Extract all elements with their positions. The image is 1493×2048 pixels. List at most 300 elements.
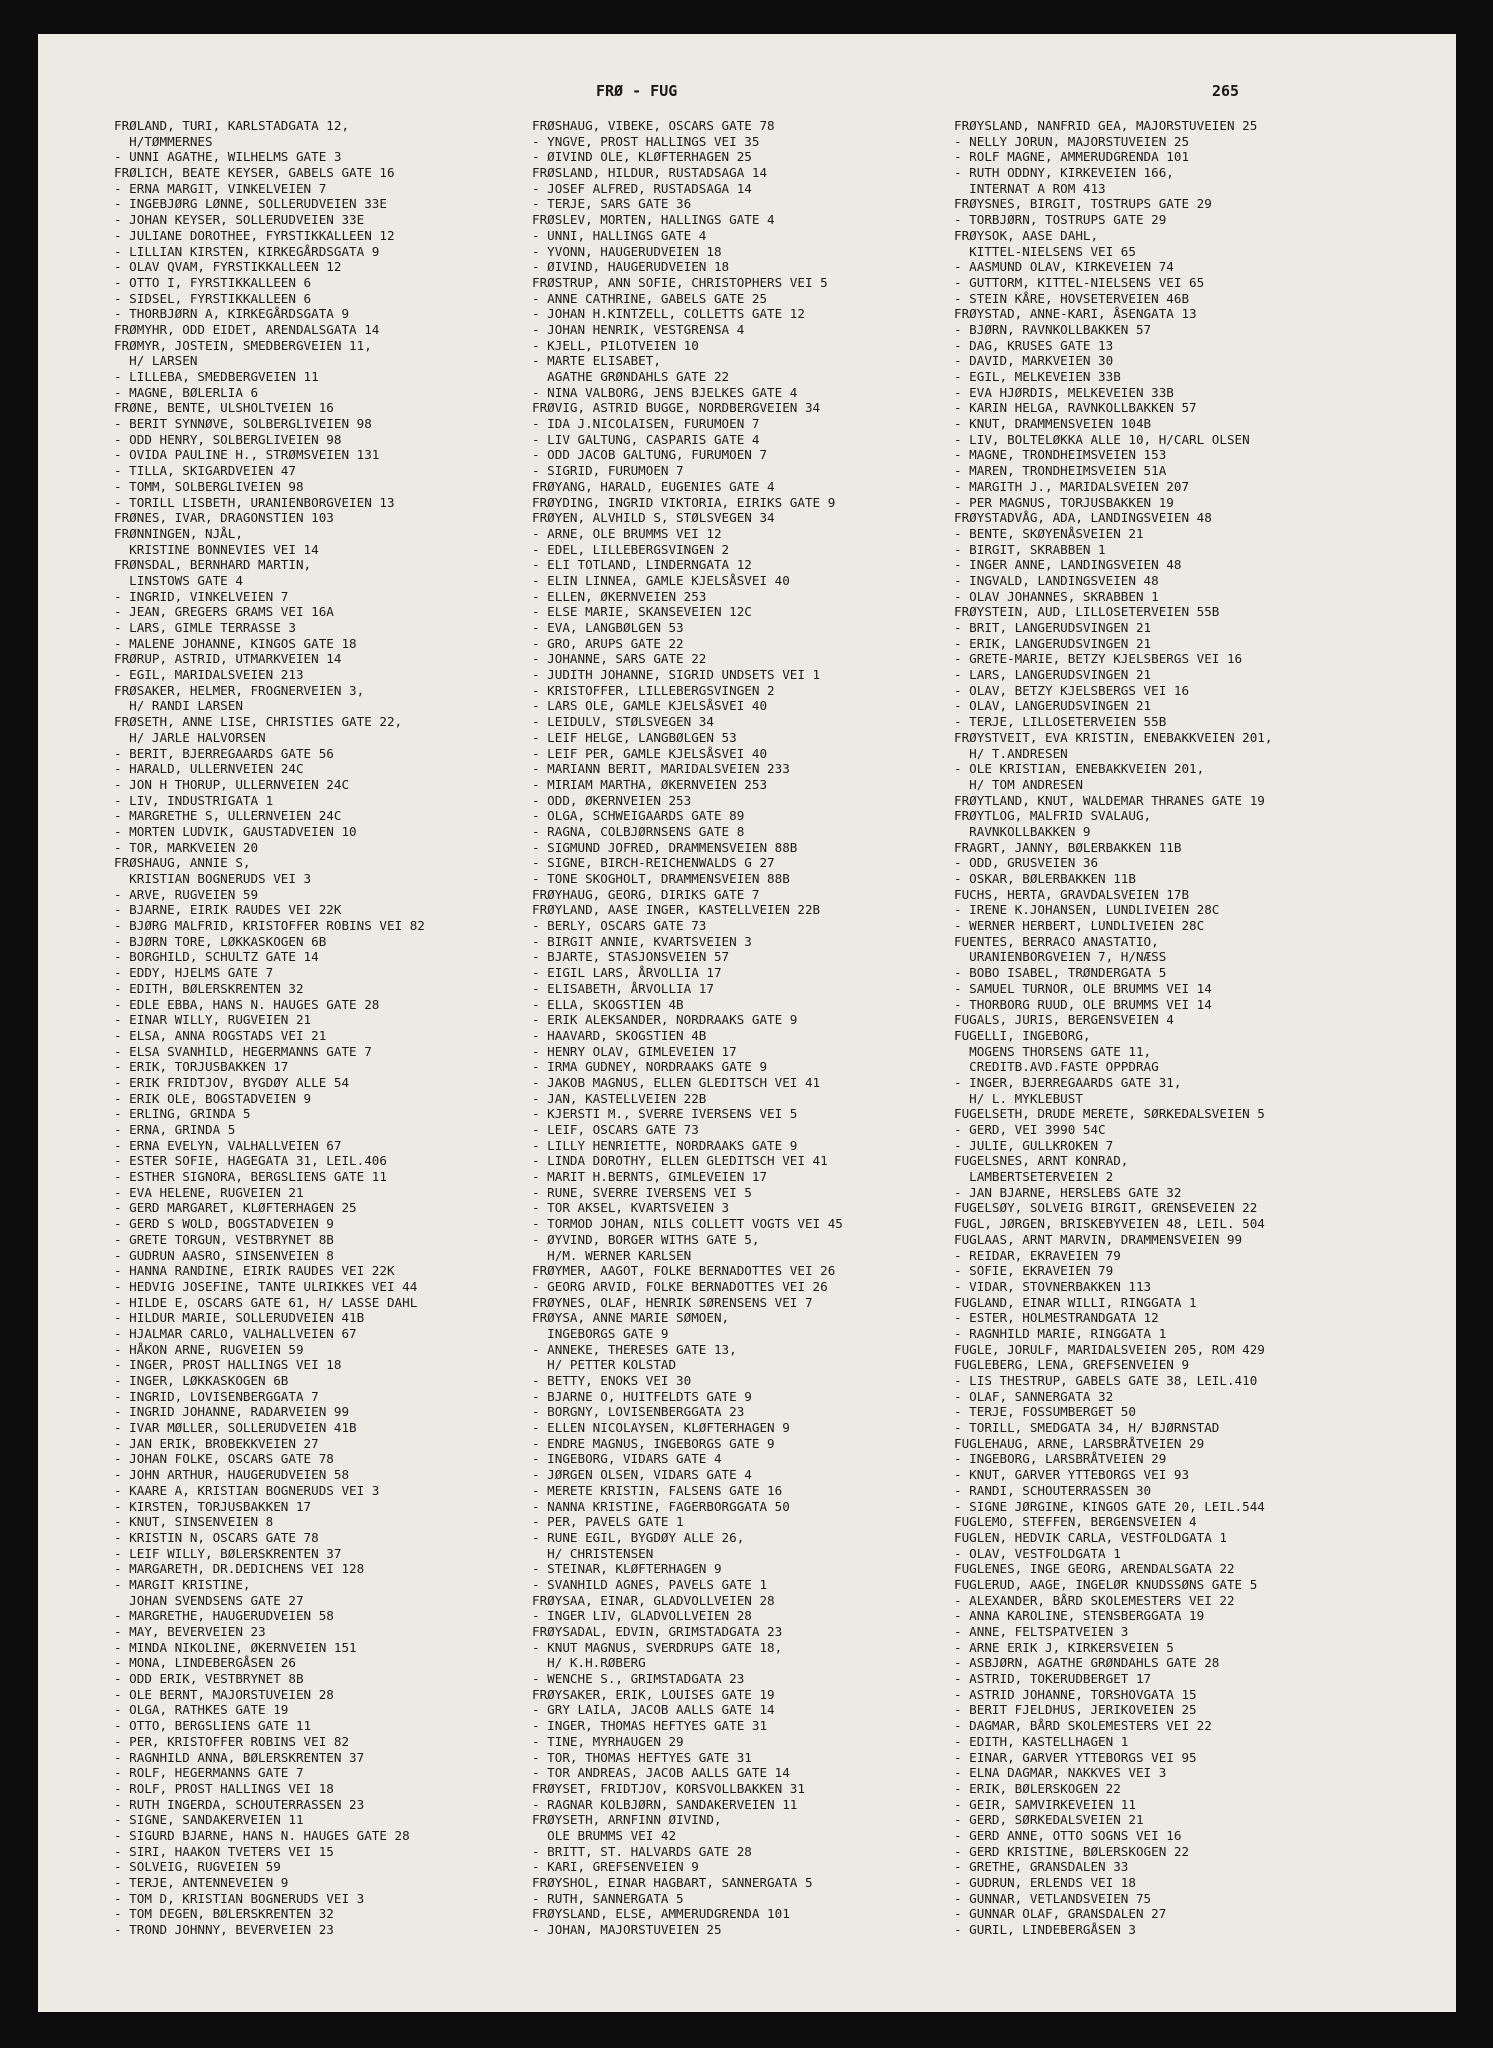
directory-entry-line: - GUTTORM, KITTEL-NIELSENS VEI 65	[954, 274, 1205, 290]
directory-entry-line: FRØYSAKER, ERIK, LOUISES GATE 19	[532, 1686, 775, 1702]
directory-entry-line: FRØRUP, ASTRID, UTMARKVEIEN 14	[114, 651, 342, 667]
directory-entry-line: - STEINAR, KLØFTERHAGEN 9	[532, 1561, 722, 1577]
directory-entry-line: - TOR AKSEL, KVARTSVEIEN 3	[532, 1200, 730, 1216]
directory-entry-line: - RUTH ODDNY, KIRKEVEIEN 166,	[954, 165, 1174, 181]
directory-entry-line: - HARALD, ULLERNVEIEN 24C	[114, 761, 304, 777]
directory-entry-line: - TOR, THOMAS HEFTYES GATE 31	[532, 1749, 752, 1765]
directory-entry-line: - REIDAR, EKRAVEIEN 79	[954, 1247, 1121, 1263]
directory-entry-line: FRØYSHOL, EINAR HAGBART, SANNERGATA 5	[532, 1875, 813, 1890]
directory-entry-line: - JØRGEN OLSEN, VIDARS GATE 4	[532, 1467, 752, 1483]
directory-entry-line: - SIGNE, SANDAKERVEIEN 11	[114, 1812, 304, 1828]
directory-entry-line: - ENDRE MAGNUS, INGEBORGS GATE 9	[532, 1435, 775, 1451]
directory-entry-line: - JON H THORUP, ULLERNVEIEN 24C	[114, 776, 350, 792]
directory-entry-line: - GRETHE, GRANSDALEN 33	[954, 1859, 1129, 1875]
directory-entry-line: - TERJE, SARS GATE 36	[532, 196, 692, 212]
directory-entry-line: - ERNA EVELYN, VALHALLVEIEN 67	[114, 1137, 342, 1153]
directory-entry-line: - INGRID JOHANNE, RADARVEIEN 99	[114, 1404, 350, 1420]
directory-entry-line: - TERJE, FOSSUMBERGET 50	[954, 1404, 1136, 1420]
directory-entry-line: LAMBERTSETERVEIEN 2	[954, 1169, 1114, 1185]
directory-entry-line: - GRY LAILA, JACOB AALLS GATE 14	[532, 1702, 775, 1718]
directory-entry-line: - HAAVARD, SKOGSTIEN 4B	[532, 1027, 707, 1043]
directory-entry-line: - INGEBJØRG LØNNE, SOLLERUDVEIEN 33E	[114, 196, 387, 212]
directory-entry-line: - TILLA, SKIGARDVEIEN 47	[114, 463, 296, 479]
directory-entry-line: - LARS, GIMLE TERRASSE 3	[114, 620, 296, 635]
directory-entry-line: FRØMYR, JOSTEIN, SMEDBERGVEIEN 11,	[114, 337, 372, 353]
directory-entry-line: FRØYSTVEIT, EVA KRISTIN, ENEBAKKVEIEN 201,	[954, 729, 1273, 745]
directory-entry-line: - SIGNE JØRGINE, KINGOS GATE 20, LEIL.544	[954, 1498, 1265, 1514]
directory-entry-line: - OLAV, VESTFOLDGATA 1	[954, 1545, 1121, 1561]
directory-entry-line: - ANNE CATHRINE, GABELS GATE 25	[532, 290, 768, 306]
directory-entry-line: - STEIN KÅRE, HOVSETERVEIEN 46B	[954, 290, 1190, 306]
directory-entry-line: - LEIF WILLY, BØLERSKRENTEN 37	[114, 1545, 342, 1561]
directory-entry-line: FUGLENES, INGE GEORG, ARENDALSGATA 22	[954, 1561, 1235, 1577]
directory-entry-line: - LILLY HENRIETTE, NORDRAAKS GATE 9	[532, 1137, 798, 1153]
directory-entry-line: FRØSTRUP, ANN SOFIE, CHRISTOPHERS VEI 5	[532, 274, 828, 290]
directory-entry-line: - BJØRG MALFRID, KRISTOFFER ROBINS VEI 82	[114, 918, 425, 934]
directory-entry-line: - LEIF, OSCARS GATE 73	[532, 1122, 699, 1137]
directory-entry-line: - JULIE, GULLKROKEN 7	[954, 1137, 1114, 1153]
directory-entry-line: - MERETE KRISTIN, FALSENS GATE 16	[532, 1482, 783, 1498]
directory-entry-line: - TERJE, LILLOSETERVEIEN 55B	[954, 714, 1167, 730]
directory-entry-line: - NANNA KRISTINE, FAGERBORGGATA 50	[532, 1498, 790, 1514]
directory-entry-line: - OVIDA PAULINE H., STRØMSVEIEN 131	[114, 447, 380, 463]
directory-entry-line: FRØLICH, BEATE KEYSER, GABELS GATE 16	[114, 165, 395, 181]
directory-entry-line: - RUTH, SANNERGATA 5	[532, 1890, 684, 1906]
directory-entry-line: - BOBO ISABEL, TRØNDERGATA 5	[954, 965, 1167, 981]
directory-entry-line: KRISTIAN BOGNERUDS VEI 3	[114, 871, 312, 886]
directory-entry-line: - TROND JOHNNY, BEVERVEIEN 23	[114, 1922, 334, 1938]
directory-entry-line: KITTEL-NIELSENS VEI 65	[954, 243, 1136, 259]
directory-entry-line: MOGENS THORSENS GATE 11,	[954, 1043, 1152, 1059]
directory-entry-line: - OLE KRISTIAN, ENEBAKKVEIEN 201,	[954, 761, 1205, 777]
directory-entry-line: - ELSA SVANHILD, HEGERMANNS GATE 7	[114, 1043, 372, 1059]
directory-entry-line: FUGELSETH, DRUDE MERETE, SØRKEDALSVEIEN 5	[954, 1106, 1265, 1122]
directory-entry-line: - INGVALD, LANDINGSVEIEN 48	[954, 572, 1159, 588]
directory-entry-line: - LEIDULV, STØLSVEGEN 34	[532, 714, 714, 730]
directory-entry-line: - EVA HELENE, RUGVEIEN 21	[114, 1184, 304, 1200]
directory-entry-line: - HILDE E, OSCARS GATE 61, H/ LASSE DAHL	[114, 1294, 418, 1310]
page-number: 265	[1212, 82, 1240, 100]
directory-entry-line: FRØSHAUG, ANNIE S,	[114, 855, 251, 871]
directory-entry-line: FUENTES, BERRACO ANASTATIO,	[954, 933, 1159, 949]
directory-entry-line: FUCHS, HERTA, GRAVDALSVEIEN 17B	[954, 886, 1190, 902]
directory-entry-line: - KNUT MAGNUS, SVERDRUPS GATE 18,	[532, 1639, 783, 1655]
directory-entry-line: - GUNNAR, VETLANDSVEIEN 75	[954, 1890, 1152, 1906]
directory-entry-line: - THORBORG RUUD, OLE BRUMMS VEI 14	[954, 996, 1212, 1012]
directory-entry-line: - WENCHE S., GRIMSTADGATA 23	[532, 1671, 745, 1687]
directory-entry-line: FUGL, JØRGEN, BRISKEBYVEIEN 48, LEIL. 504	[954, 1216, 1265, 1232]
directory-entry-line: - MAREN, TRONDHEIMSVEIEN 51A	[954, 463, 1167, 479]
directory-entry-line: - NELLY JORUN, MAJORSTUVEIEN 25	[954, 133, 1190, 149]
directory-entry-line: - TOR ANDREAS, JACOB AALLS GATE 14	[532, 1765, 790, 1781]
directory-entry-line: H/TØMMERNES	[114, 133, 213, 149]
directory-entry-line: - NINA VALBORG, JENS BJELKES GATE 4	[532, 384, 798, 400]
directory-entry-line: - MALENE JOHANNE, KINGOS GATE 18	[114, 635, 357, 651]
directory-entry-line: FRØMYHR, ODD EIDET, ARENDALSGATA 14	[114, 321, 380, 337]
directory-entry-line: - BORGNY, LOVISENBERGGATA 23	[532, 1404, 745, 1420]
directory-entry-line: - ARNE, OLE BRUMMS VEI 12	[532, 525, 722, 541]
directory-entry-line: - RAGNHILD ANNA, BØLERSKRENTEN 37	[114, 1749, 365, 1765]
directory-entry-line: - THORBJØRN A, KIRKEGÅRDSGATA 9	[114, 306, 350, 322]
directory-entry-line: - GERD MARGARET, KLØFTERHAGEN 25	[114, 1200, 357, 1216]
directory-entry-line: - JEAN, GREGERS GRAMS VEI 16A	[114, 604, 334, 620]
directory-entry-line: - LEIF HELGE, LANGBØLGEN 53	[532, 729, 737, 745]
directory-entry-line: - PER MAGNUS, TORJUSBAKKEN 19	[954, 494, 1174, 510]
directory-entry-line: - OLAV, BETZY KJELSBERGS VEI 16	[954, 682, 1190, 698]
directory-entry-line: - OLAV QVAM, FYRSTIKKALLEEN 12	[114, 259, 342, 275]
directory-entry-line: - YVONN, HAUGERUDVEIEN 18	[532, 243, 722, 259]
directory-entry-line: - KRISTIN N, OSCARS GATE 78	[114, 1529, 319, 1545]
directory-entry-line: - MARGITH J., MARIDALSVEIEN 207	[954, 478, 1190, 494]
directory-entry-line: - JAN ERIK, BROBEKKVEIEN 27	[114, 1435, 319, 1451]
directory-entry-line: - SIGURD BJARNE, HANS N. HAUGES GATE 28	[114, 1827, 410, 1843]
directory-entry-line: - KNUT, SINSENVEIEN 8	[114, 1514, 274, 1530]
directory-entry-line: INGEBORGS GATE 9	[532, 1325, 669, 1341]
directory-entry-line: - ELIN LINNEA, GAMLE KJELSÅSVEI 40	[532, 572, 790, 588]
directory-entry-line: H/ JARLE HALVORSEN	[114, 729, 266, 745]
directory-entry-line: - OLE BERNT, MAJORSTUVEIEN 28	[114, 1686, 334, 1702]
directory-entry-line: - OLAV JOHANNES, SKRABBEN 1	[954, 588, 1159, 604]
directory-entry-line: FRØSETH, ANNE LISE, CHRISTIES GATE 22,	[114, 714, 403, 730]
directory-entry-line: - ASBJØRN, AGATHE GRØNDAHLS GATE 28	[954, 1655, 1220, 1671]
directory-entry-line: - SAMUEL TURNOR, OLE BRUMMS VEI 14	[954, 980, 1212, 996]
directory-entry-line: - ERLING, GRINDA 5	[114, 1106, 251, 1122]
directory-entry-line: FRØSAKER, HELMER, FROGNERVEIEN 3,	[114, 682, 365, 698]
directory-entry-line: - EDITH, BØLERSKRENTEN 32	[114, 980, 304, 996]
directory-entry-line: - INGRID, VINKELVEIEN 7	[114, 588, 289, 604]
directory-entry-line: OLE BRUMMS VEI 42	[532, 1827, 677, 1843]
directory-entry-line: FUGELSØY, SOLVEIG BIRGIT, GRENSEVEIEN 22	[954, 1200, 1258, 1216]
directory-entry-line: - ALEXANDER, BÅRD SKOLEMESTERS VEI 22	[954, 1592, 1235, 1608]
directory-entry-line: - GERD, SØRKEDALSVEIEN 21	[954, 1812, 1144, 1828]
directory-entry-line: FRØYDING, INGRID VIKTORIA, EIRIKS GATE 9	[532, 494, 836, 510]
directory-entry-line: - EINAR, GARVER YTTEBORGS VEI 95	[954, 1749, 1197, 1765]
directory-entry-line: - KARIN HELGA, RAVNKOLLBAKKEN 57	[954, 400, 1197, 416]
directory-entry-line: FRØVIG, ASTRID BUGGE, NORDBERGVEIEN 34	[532, 400, 821, 416]
directory-entry-line: H/ K.H.RØBERG	[532, 1655, 646, 1671]
directory-entry-line: - IRENE K.JOHANSEN, LUNDLIVEIEN 28C	[954, 902, 1220, 918]
directory-entry-line: - BIRGIT, SKRABBEN 1	[954, 541, 1106, 557]
directory-entry-line: - BJØRN TORE, LØKKASKOGEN 6B	[114, 933, 327, 949]
directory-entry-line: - ØYVIND, BORGER WITHS GATE 5,	[532, 1231, 760, 1247]
directory-entry-line: - RUTH INGERDA, SCHOUTERRASSEN 23	[114, 1796, 365, 1812]
directory-entry-line: - BERIT FJELDHUS, JERIKOVEIEN 25	[954, 1702, 1197, 1718]
directory-entry-line: - HÅKON ARNE, RUGVEIEN 59	[114, 1341, 304, 1357]
directory-entry-line: - MARGARETH, DR.DEDICHENS VEI 128	[114, 1561, 365, 1577]
directory-entry-line: - MAGNE, BØLERLIA 6	[114, 384, 259, 400]
directory-entry-line: - ESTHER SIGNORA, BERGSLIENS GATE 11	[114, 1169, 387, 1185]
directory-entry-line: H/ RANDI LARSEN	[114, 698, 243, 714]
directory-entry-line: FRØYSNES, BIRGIT, TOSTRUPS GATE 29	[954, 196, 1212, 212]
directory-entry-line: - BJARNE, EIRIK RAUDES VEI 22K	[114, 902, 342, 918]
directory-entry-line: AGATHE GRØNDAHLS GATE 22	[532, 369, 730, 384]
directory-entry-line: - KJELL, PILOTVEIEN 10	[532, 337, 699, 353]
directory-entry-line: FRØYEN, ALVHILD S, STØLSVEGEN 34	[532, 510, 775, 526]
directory-entry-line: H/ CHRISTENSEN	[532, 1545, 654, 1561]
directory-entry-line: FUGLEHAUG, ARNE, LARSBRÅTVEIEN 29	[954, 1435, 1205, 1451]
directory-entry-line: - BRITT, ST. HALVARDS GATE 28	[532, 1843, 752, 1859]
directory-entry-line: - TONE SKOGHOLT, DRAMMENSVEIEN 88B	[532, 871, 790, 886]
directory-entry-line: - EDDY, HJELMS GATE 7	[114, 965, 274, 981]
directory-entry-line: - UNNI, HALLINGS GATE 4	[532, 227, 707, 243]
directory-entry-line: - HENRY OLAV, GIMLEVEIEN 17	[532, 1043, 737, 1059]
directory-entry-line: - ROLF, HEGERMANNS GATE 7	[114, 1765, 304, 1781]
directory-entry-line: FUGLAND, EINAR WILLI, RINGGATA 1	[954, 1294, 1197, 1310]
directory-entry-line: - LIV GALTUNG, CASPARIS GATE 4	[532, 431, 760, 447]
directory-entry-line: - INGEBORG, VIDARS GATE 4	[532, 1451, 722, 1467]
directory-entry-line: FRØYLAND, AASE INGER, KASTELLVEIEN 22B	[532, 902, 821, 918]
directory-entry-line: - ERIK OLE, BOGSTADVEIEN 9	[114, 1090, 312, 1106]
directory-entry-line: - VIDAR, STOVNERBAKKEN 113	[954, 1278, 1152, 1294]
directory-entry-line: - PER, KRISTOFFER ROBINS VEI 82	[114, 1733, 350, 1749]
directory-entry-line: FRØSLEV, MORTEN, HALLINGS GATE 4	[532, 212, 775, 228]
directory-entry-line: - EDEL, LILLEBERGSVINGEN 2	[532, 541, 730, 557]
directory-entry-line: - ROLF MAGNE, AMMERUDGRENDA 101	[954, 149, 1190, 165]
directory-entry-line: - ERNA MARGIT, VINKELVEIEN 7	[114, 180, 327, 196]
directory-entry-line: - JOHAN, MAJORSTUVEIEN 25	[532, 1922, 722, 1938]
directory-entry-line: - BRIT, LANGERUDSVINGEN 21	[954, 620, 1152, 635]
directory-entry-line: FUGELLI, INGEBORG,	[954, 1027, 1091, 1043]
directory-entry-line: - TORILL, SMEDGATA 34, H/ BJØRNSTAD	[954, 1420, 1220, 1436]
directory-entry-line: - SOLVEIG, RUGVEIEN 59	[114, 1859, 281, 1875]
directory-entry-line: FRØYNES, OLAF, HENRIK SØRENSENS VEI 7	[532, 1294, 813, 1310]
directory-entry-line: - LINDA DOROTHY, ELLEN GLEDITSCH VEI 41	[532, 1153, 828, 1169]
directory-entry-line: - ROLF, PROST HALLINGS VEI 18	[114, 1780, 334, 1796]
directory-entry-line: - IVAR MØLLER, SOLLERUDVEIEN 41B	[114, 1420, 357, 1436]
directory-entry-line: - OLGA, RATHKES GATE 19	[114, 1702, 289, 1718]
directory-entry-line: - BENTE, SKØYENÅSVEIEN 21	[954, 525, 1144, 541]
directory-entry-line: - ASTRID, TOKERUDBERGET 17	[954, 1671, 1152, 1687]
directory-entry-line: - TORMOD JOHAN, NILS COLLETT VOGTS VEI 45	[532, 1216, 843, 1232]
directory-entry-line: - LILLIAN KIRSTEN, KIRKEGÅRDSGATA 9	[114, 243, 380, 259]
directory-entry-line: - RAGNA, COLBJØRNSENS GATE 8	[532, 823, 745, 839]
directory-entry-line: - GRETE TORGUN, VESTBRYNET 8B	[114, 1231, 334, 1247]
directory-entry-line: CREDITB.AVD.FASTE OPPDRAG	[954, 1059, 1159, 1075]
directory-entry-line: - INGER, LØKKASKOGEN 6B	[114, 1373, 289, 1388]
directory-entry-line: - RUNE EGIL, BYGDØY ALLE 26,	[532, 1529, 745, 1545]
directory-entry-line: H/ TOM ANDRESEN	[954, 776, 1083, 792]
directory-entry-line: - GUDRUN, ERLENDS VEI 18	[954, 1875, 1136, 1890]
directory-entry-line: - HJALMAR CARLO, VALHALLVEIEN 67	[114, 1325, 357, 1341]
directory-entry-line: - BORGHILD, SCHULTZ GATE 14	[114, 949, 319, 965]
directory-entry-line: - RUNE, SVERRE IVERSENS VEI 5	[532, 1184, 752, 1200]
directory-entry-line: - DAG, KRUSES GATE 13	[954, 337, 1114, 353]
directory-entry-line: - EVA, LANGBØLGEN 53	[532, 620, 684, 635]
directory-entry-line: - EDLE EBBA, HANS N. HAUGES GATE 28	[114, 996, 380, 1012]
directory-entry-line: - ANNEKE, THERESES GATE 13,	[532, 1341, 737, 1357]
directory-entry-line: - RAGNHILD MARIE, RINGGATA 1	[954, 1325, 1167, 1341]
directory-entry-line: - ARNE ERIK J, KIRKERSVEIEN 5	[954, 1639, 1174, 1655]
directory-entry-line: - RAGNAR KOLBJØRN, SANDAKERVEIEN 11	[532, 1796, 798, 1812]
directory-entry-line: - BERIT SYNNØVE, SOLBERGLIVEIEN 98	[114, 416, 372, 432]
directory-entry-line: - INGER LIV, GLADVOLLVEIEN 28	[532, 1608, 752, 1624]
directory-entry-line: - JAN BJARNE, HERSLEBS GATE 32	[954, 1184, 1182, 1200]
directory-entry-line: - LIS THESTRUP, GABELS GATE 38, LEIL.410	[954, 1373, 1258, 1388]
directory-entry-line: - BJARTE, STASJONSVEIEN 57	[532, 949, 730, 965]
directory-entry-line: - INGRID, LOVISENBERGGATA 7	[114, 1388, 319, 1404]
directory-entry-line: - KIRSTEN, TORJUSBAKKEN 17	[114, 1498, 312, 1514]
directory-entry-line: - SIGRID, FURUMOEN 7	[532, 463, 684, 479]
directory-entry-line: - ERIK, BØLERSKOGEN 22	[954, 1780, 1121, 1796]
directory-entry-line: FUGLE, JORULF, MARIDALSVEIEN 205, ROM 429	[954, 1341, 1265, 1357]
directory-entry-line: JOHAN SVENDSENS GATE 27	[114, 1592, 304, 1608]
directory-entry-line: - MARGRETHE S, ULLERNVEIEN 24C	[114, 808, 342, 824]
directory-entry-line: - BERLY, OSCARS GATE 73	[532, 918, 707, 934]
directory-entry-line: FRØYSLAND, ELSE, AMMERUDGRENDA 101	[532, 1906, 790, 1922]
directory-entry-line: - MARTE ELISABET,	[532, 353, 661, 369]
directory-entry-line: - ERIK FRIDTJOV, BYGDØY ALLE 54	[114, 1074, 350, 1090]
directory-entry-line: - MAGNE, TRONDHEIMSVEIEN 153	[954, 447, 1167, 463]
directory-entry-line: - GUDRUN AASRO, SINSENVEIEN 8	[114, 1247, 334, 1263]
directory-entry-line: - BJØRN, RAVNKOLLBAKKEN 57	[954, 321, 1152, 337]
directory-entry-line: LINSTOWS GATE 4	[114, 572, 243, 588]
directory-entry-line: - ELNA DAGMAR, NAKKVES VEI 3	[954, 1765, 1167, 1781]
directory-entry-line: KRISTINE BONNEVIES VEI 14	[114, 541, 319, 557]
directory-entry-line: - ELI TOTLAND, LINDERNGATA 12	[532, 557, 752, 573]
directory-entry-line: - INGER ANNE, LANDINGSVEIEN 48	[954, 557, 1182, 573]
directory-entry-line: - IDA J.NICOLAISEN, FURUMOEN 7	[532, 416, 760, 432]
directory-entry-line: - ODD JACOB GALTUNG, FURUMOEN 7	[532, 447, 768, 463]
directory-entry-line: - OLAV, LANGERUDSVINGEN 21	[954, 698, 1152, 714]
directory-entry-line: - TOR, MARKVEIEN 20	[114, 839, 259, 855]
directory-entry-line: - TORILL LISBETH, URANIENBORGVEIEN 13	[114, 494, 395, 510]
directory-entry-line: - JULIANE DOROTHEE, FYRSTIKKALLEEN 12	[114, 227, 395, 243]
directory-entry-line: FRØYTLOG, MALFRID SVALAUG,	[954, 808, 1152, 824]
directory-entry-line: - EGIL, MELKEVEIEN 33B	[954, 369, 1121, 384]
directory-entry-line: - RANDI, SCHOUTERRASSEN 30	[954, 1482, 1152, 1498]
directory-entry-line: - KRISTOFFER, LILLEBERGSVINGEN 2	[532, 682, 775, 698]
directory-entry-line: - LIV, INDUSTRIGATA 1	[114, 792, 274, 808]
directory-entry-line: - OLGA, SCHWEIGAARDS GATE 89	[532, 808, 745, 824]
directory-entry-line: - INGER, BJERREGAARDS GATE 31,	[954, 1074, 1182, 1090]
directory-entry-line: - WERNER HERBERT, LUNDLIVEIEN 28C	[954, 918, 1205, 934]
directory-entry-line: - JUDITH JOHANNE, SIGRID UNDSETS VEI 1	[532, 667, 821, 683]
directory-entry-line: - ERIK, TORJUSBAKKEN 17	[114, 1059, 289, 1075]
directory-entry-line: - ODD, GRUSVEIEN 36	[954, 855, 1099, 871]
directory-entry-line: - JOHAN FOLKE, OSCARS GATE 78	[114, 1451, 334, 1467]
directory-entry-line: - ASTRID JOHANNE, TORSHOVGATA 15	[954, 1686, 1197, 1702]
directory-entry-line: H/ T.ANDRESEN	[954, 745, 1068, 761]
directory-entry-line: - TOMM, SOLBERGLIVEIEN 98	[114, 478, 304, 494]
directory-entry-line: - ELLEN NICOLAYSEN, KLØFTERHAGEN 9	[532, 1420, 790, 1436]
page-header-range: FRØ - FUG	[596, 82, 678, 100]
directory-entry-line: FRØYSETH, ARNFINN ØIVIND,	[532, 1812, 722, 1828]
directory-entry-line: FUGLAAS, ARNT MARVIN, DRAMMENSVEIEN 99	[954, 1231, 1243, 1247]
directory-entry-line: - ØIVIND, HAUGERUDVEIEN 18	[532, 259, 730, 275]
directory-entry-line: - OSKAR, BØLERBAKKEN 11B	[954, 871, 1136, 886]
directory-entry-line: FRØYSTAD, ANNE-KARI, ÅSENGATA 13	[954, 306, 1197, 322]
directory-entry-line: - INGER, THOMAS HEFTYES GATE 31	[532, 1718, 768, 1734]
directory-entry-line: - LARS OLE, GAMLE KJELSÅSVEI 40	[532, 698, 768, 714]
directory-entry-line: - ØIVIND OLE, KLØFTERHAGEN 25	[532, 149, 752, 165]
directory-entry-line: - GRO, ARUPS GATE 22	[532, 635, 684, 651]
directory-entry-line: - OTTO, BERGSLIENS GATE 11	[114, 1718, 312, 1734]
directory-entry-line: - GURIL, LINDEBERGÅSEN 3	[954, 1922, 1136, 1938]
directory-column-2	[532, 118, 934, 1938]
directory-entry-line: - EIGIL LARS, ÅRVOLLIA 17	[532, 965, 722, 981]
directory-entry-line: - ODD, ØKERNVEIEN 253	[532, 792, 692, 808]
directory-entry-line: FUGELSNES, ARNT KONRAD,	[954, 1153, 1129, 1169]
directory-entry-line: - MARGRETHE, HAUGERUDVEIEN 58	[114, 1608, 334, 1624]
directory-entry-line: FUGALS, JURIS, BERGENSVEIEN 4	[954, 1012, 1174, 1028]
directory-entry-line: FRØYSADAL, EDVIN, GRIMSTADGATA 23	[532, 1624, 783, 1639]
directory-entry-line: - MINDA NIKOLINE, ØKERNVEIEN 151	[114, 1639, 357, 1655]
directory-column-1	[114, 118, 516, 1938]
directory-entry-line: - HEDVIG JOSEFINE, TANTE ULRIKKES VEI 44	[114, 1278, 418, 1294]
directory-entry-line: FUGLEN, HEDVIK CARLA, VESTFOLDGATA 1	[954, 1529, 1227, 1545]
directory-entry-line: - TOM D, KRISTIAN BOGNERUDS VEI 3	[114, 1890, 365, 1906]
directory-entry-line: FRAGRT, JANNY, BØLERBAKKEN 11B	[954, 839, 1182, 855]
directory-entry-line: - GERD S WOLD, BOGSTADVEIEN 9	[114, 1216, 334, 1232]
directory-entry-line: - KARI, GREFSENVEIEN 9	[532, 1859, 699, 1875]
directory-entry-line: FUGLEBERG, LENA, GREFSENVEIEN 9	[954, 1357, 1190, 1373]
directory-entry-line: - SIGNE, BIRCH-REICHENWALDS G 27	[532, 855, 775, 871]
directory-entry-line: - MARIT H.BERNTS, GIMLEVEIEN 17	[532, 1169, 768, 1185]
directory-entry-line: - HANNA RANDINE, EIRIK RAUDES VEI 22K	[114, 1263, 395, 1279]
directory-entry-line: - ERIK ALEKSANDER, NORDRAAKS GATE 9	[532, 1012, 798, 1028]
directory-entry-line: - MARIANN BERIT, MARIDALSVEIEN 233	[532, 761, 790, 777]
directory-entry-line: - ELLEN, ØKERNVEIEN 253	[532, 588, 707, 604]
directory-entry-line: - DAGMAR, BÅRD SKOLEMESTERS VEI 22	[954, 1718, 1212, 1734]
directory-entry-line: - SIDSEL, FYRSTIKKALLEEN 6	[114, 290, 312, 306]
directory-entry-line: FRØYSTEIN, AUD, LILLOSETERVEIEN 55B	[954, 604, 1220, 620]
directory-entry-line: - AASMUND OLAV, KIRKEVEIEN 74	[954, 259, 1174, 275]
directory-entry-line: - ESTER, HOLMESTRANDGATA 12	[954, 1310, 1159, 1326]
directory-entry-line: - BJARNE O, HUITFELDTS GATE 9	[532, 1388, 752, 1404]
directory-entry-line: - JOHAN KEYSER, SOLLERUDVEIEN 33E	[114, 212, 365, 228]
directory-entry-line: FRØYANG, HARALD, EUGENIES GATE 4	[532, 478, 775, 494]
directory-entry-line: - JOHN ARTHUR, HAUGERUDVEIEN 58	[114, 1467, 350, 1483]
directory-entry-line: - ODD HENRY, SOLBERGLIVEIEN 98	[114, 431, 342, 447]
directory-entry-line: - MORTEN LUDVIK, GAUSTADVEIEN 10	[114, 823, 357, 839]
directory-entry-line: - EVA HJØRDIS, MELKEVEIEN 33B	[954, 384, 1174, 400]
directory-entry-line: - GEIR, SAMVIRKEVEIEN 11	[954, 1796, 1136, 1812]
directory-entry-line: - IRMA GUDNEY, NORDRAAKS GATE 9	[532, 1059, 768, 1075]
directory-entry-line: FUGLERUD, AAGE, INGELØR KNUDSSØNS GATE 5	[954, 1576, 1258, 1592]
directory-entry-line: FRØNES, IVAR, DRAGONSTIEN 103	[114, 510, 334, 526]
directory-entry-line: - KNUT, DRAMMENSVEIEN 104B	[954, 416, 1152, 432]
directory-entry-line: FRØYSLAND, NANFRID GEA, MAJORSTUVEIEN 25	[954, 118, 1258, 133]
directory-entry-line: - INGEBORG, LARSBRÅTVEIEN 29	[954, 1451, 1167, 1467]
directory-entry-line: FRØNE, BENTE, ULSHOLTVEIEN 16	[114, 400, 334, 416]
directory-entry-line: URANIENBORGVEIEN 7, H/NÆSS	[954, 949, 1167, 965]
directory-entry-line: - GRETE-MARIE, BETZY KJELSBERGS VEI 16	[954, 651, 1243, 667]
directory-entry-line: H/ LARSEN	[114, 353, 198, 369]
directory-entry-line: - JAKOB MAGNUS, ELLEN GLEDITSCH VEI 41	[532, 1074, 821, 1090]
directory-entry-line: - PER, PAVELS GATE 1	[532, 1514, 684, 1530]
directory-entry-line: - SVANHILD AGNES, PAVELS GATE 1	[532, 1576, 768, 1592]
directory-entry-line: - SOFIE, EKRAVEIEN 79	[954, 1263, 1114, 1279]
directory-entry-line: - BETTY, ENOKS VEI 30	[532, 1373, 692, 1388]
directory-entry-line: - JOSEF ALFRED, RUSTADSAGA 14	[532, 180, 752, 196]
directory-entry-line: H/ PETTER KOLSTAD	[532, 1357, 677, 1373]
directory-entry-line: - EDITH, KASTELLHAGEN 1	[954, 1733, 1129, 1749]
directory-entry-line: - SIRI, HAAKON TVETERS VEI 15	[114, 1843, 334, 1859]
directory-entry-line: - TOM DEGEN, BØLERSKRENTEN 32	[114, 1906, 334, 1922]
directory-entry-line: FRØYSAA, EINAR, GLADVOLLVEIEN 28	[532, 1592, 775, 1608]
directory-entry-line: H/ L. MYKLEBUST	[954, 1090, 1083, 1106]
directory-entry-line: - BIRGIT ANNIE, KVARTSVEIEN 3	[532, 933, 752, 949]
directory-entry-line: - DAVID, MARKVEIEN 30	[954, 353, 1114, 369]
directory-entry-line: - JOHAN H.KINTZELL, COLLETTS GATE 12	[532, 306, 805, 322]
directory-entry-line: - ELISABETH, ÅRVOLLIA 17	[532, 980, 714, 996]
directory-entry-line: - ANNE, FELTSPATVEIEN 3	[954, 1624, 1129, 1639]
directory-entry-line: - ELLA, SKOGSTIEN 4B	[532, 996, 684, 1012]
directory-entry-line: - MAY, BEVERVEIEN 23	[114, 1624, 266, 1639]
directory-entry-line: FUGLEMO, STEFFEN, BERGENSVEIEN 4	[954, 1514, 1197, 1530]
directory-entry-line: - OLAF, SANNERGATA 32	[954, 1388, 1114, 1404]
directory-entry-line: - ODD ERIK, VESTBRYNET 8B	[114, 1671, 304, 1687]
